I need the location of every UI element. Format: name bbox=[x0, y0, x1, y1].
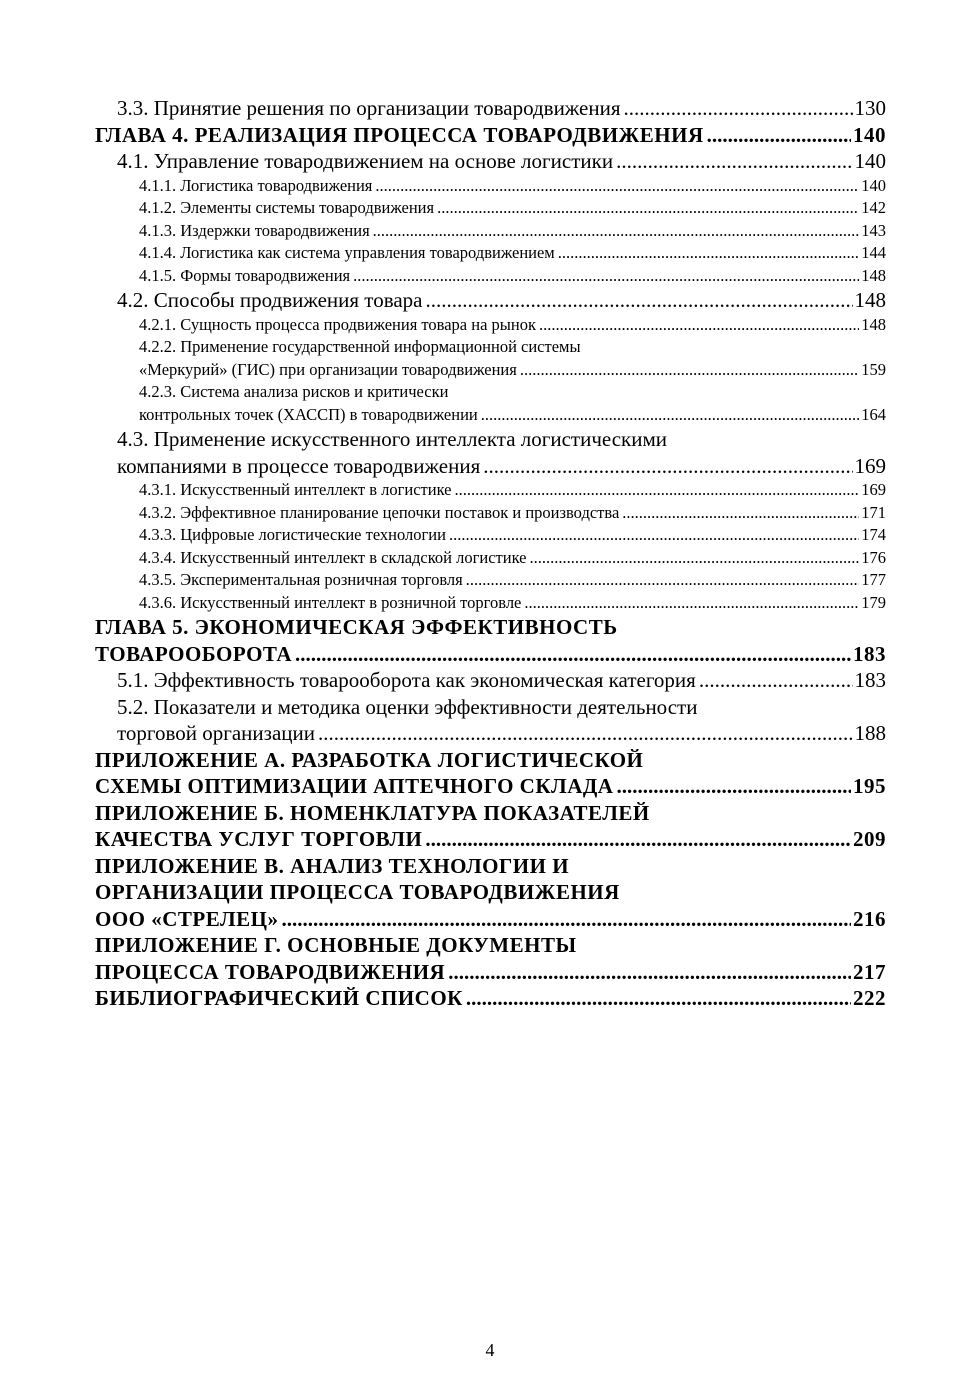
toc-entry-row bbox=[117, 287, 886, 314]
toc-entry bbox=[95, 220, 886, 243]
dot-leader bbox=[353, 265, 859, 288]
toc-entry bbox=[95, 479, 886, 502]
toc-entry-page: 164 bbox=[861, 404, 886, 424]
toc-entry bbox=[95, 95, 886, 122]
toc-entry-title: ТОВАРООБОРОТА bbox=[95, 641, 293, 666]
toc-entry bbox=[95, 569, 886, 592]
toc-entry-page: 183 bbox=[854, 668, 886, 692]
toc-entry-page: 140 bbox=[853, 122, 886, 147]
toc-entry-page: 174 bbox=[861, 525, 886, 544]
toc-entry bbox=[95, 853, 886, 933]
toc-entry-row bbox=[139, 175, 886, 198]
toc-entry-title-line: 4.2.2. Применение государственной информационной системы bbox=[139, 337, 581, 356]
dot-leader bbox=[373, 220, 860, 243]
toc-entry-row bbox=[95, 641, 886, 668]
dot-leader bbox=[524, 592, 859, 615]
toc-entry-title: 5.1. Эффективность товарооборота как экономическая категория bbox=[117, 668, 696, 692]
toc-entry-row bbox=[139, 220, 886, 243]
toc-entry bbox=[95, 547, 886, 570]
toc-entry-title: 4.1.4. Логистика как система управления товародвижением bbox=[139, 243, 555, 262]
toc-entry-page: 222 bbox=[853, 986, 886, 1010]
toc-entry-title: 4.1.2. Элементы системы товародвижения bbox=[139, 198, 435, 217]
toc-entry-title: БИБЛИОГРАФИЧЕСКИЙ СПИСОК bbox=[95, 986, 463, 1010]
toc-entry-page: 216 bbox=[853, 906, 886, 931]
toc-entry-row bbox=[117, 95, 886, 122]
toc-entry-page: 183 bbox=[853, 641, 886, 666]
dot-leader bbox=[466, 985, 851, 1012]
toc-entry-page: 176 bbox=[861, 547, 886, 567]
toc-entry-title: контрольных точек (ХАССП) в товародвижении bbox=[139, 404, 478, 424]
toc-entry-row bbox=[95, 826, 886, 853]
toc-entry-row bbox=[139, 314, 886, 337]
dot-leader bbox=[530, 547, 860, 570]
toc-entry bbox=[95, 148, 886, 175]
toc-entry-row bbox=[117, 453, 886, 480]
toc-entry-row bbox=[139, 359, 886, 382]
toc-entry-page: 209 bbox=[853, 827, 886, 851]
dot-leader bbox=[318, 720, 853, 747]
toc-entry-title: торговой организации bbox=[117, 721, 315, 745]
page-number: 4 bbox=[485, 1340, 495, 1360]
toc-entry-title: 4.2. Способы продвижения товара bbox=[117, 288, 423, 312]
toc-entry-row bbox=[139, 524, 886, 547]
dot-leader bbox=[455, 479, 860, 502]
toc-entry-row bbox=[139, 197, 886, 220]
toc-entry bbox=[95, 592, 886, 615]
dot-leader bbox=[448, 959, 851, 986]
dot-leader bbox=[616, 773, 851, 800]
toc-entry bbox=[95, 314, 886, 337]
dot-leader bbox=[375, 175, 859, 198]
toc-entry-row bbox=[139, 592, 886, 615]
toc-entry-row bbox=[95, 122, 886, 149]
dot-leader bbox=[437, 197, 859, 220]
toc-entry-title-line: ПРИЛОЖЕНИЕ А. РАЗРАБОТКА ЛОГИСТИЧЕСКОЙ bbox=[95, 747, 644, 772]
toc-entry-title-line: ГЛАВА 5. ЭКОНОМИЧЕСКАЯ ЭФФЕКТИВНОСТЬ bbox=[95, 615, 618, 639]
toc-entry bbox=[95, 197, 886, 220]
toc-entry-row bbox=[139, 479, 886, 502]
toc-entry-title-line: ПРИЛОЖЕНИЕ Г. ОСНОВНЫЕ ДОКУМЕНТЫ bbox=[95, 933, 577, 957]
toc-entry-title: «Меркурий» (ГИС) при организации товародвижения bbox=[139, 359, 517, 379]
toc-entry bbox=[95, 242, 886, 265]
toc-entry-title: 4.3.2. Эффективное планирование цепочки поставок и производства bbox=[139, 502, 620, 522]
toc-entry-title: 4.3.1. Искусственный интеллект в логистике bbox=[139, 480, 452, 499]
toc-entry-row bbox=[139, 265, 886, 288]
toc-entry bbox=[95, 747, 886, 800]
toc-entry-page: 148 bbox=[861, 314, 886, 334]
dot-leader bbox=[483, 453, 852, 480]
toc-entry-title: КАЧЕСТВА УСЛУГ ТОРГОВЛИ bbox=[95, 827, 423, 851]
toc-entry-title: ООО «СТРЕЛЕЦ» bbox=[95, 906, 279, 931]
dot-leader bbox=[295, 641, 851, 668]
dot-leader bbox=[481, 404, 860, 427]
toc-entry bbox=[95, 502, 886, 525]
toc-entry-row bbox=[139, 547, 886, 570]
toc-entry-page: 177 bbox=[861, 570, 886, 589]
toc-entry-page: 169 bbox=[861, 480, 886, 499]
toc-entry bbox=[95, 932, 886, 985]
toc-entry-row bbox=[117, 667, 886, 694]
toc-entry bbox=[95, 122, 886, 149]
toc-entry-title-line: 5.2. Показатели и методика оценки эффективности деятельности bbox=[117, 694, 698, 719]
toc-entry bbox=[95, 985, 886, 1012]
toc-entry-row bbox=[95, 773, 886, 800]
dot-leader bbox=[539, 314, 859, 337]
toc-entry-title-line: ПРИЛОЖЕНИЕ Б. НОМЕНКЛАТУРА ПОКАЗАТЕЛЕЙ bbox=[95, 800, 650, 825]
toc-entry-row bbox=[95, 985, 886, 1012]
toc-entry-row bbox=[139, 242, 886, 265]
dot-leader bbox=[707, 122, 851, 149]
toc-entry bbox=[95, 336, 886, 381]
dot-leader bbox=[624, 95, 853, 122]
toc-entry-row bbox=[139, 569, 886, 592]
toc-entry-title: 4.1.3. Издержки товародвижения bbox=[139, 220, 370, 240]
toc-entry bbox=[95, 524, 886, 547]
toc-entry-title: 4.2.1. Сущность процесса продвижения товара на рынок bbox=[139, 314, 536, 334]
toc-entry bbox=[95, 426, 886, 479]
toc-entry-title: ПРОЦЕССА ТОВАРОДВИЖЕНИЯ bbox=[95, 959, 446, 984]
toc-entry-title: 3.3. Принятие решения по организации товародвижения bbox=[117, 96, 621, 120]
toc-entry-row bbox=[139, 404, 886, 427]
table-of-contents bbox=[95, 95, 886, 1012]
toc-entry-title: СХЕМЫ ОПТИМИЗАЦИИ АПТЕЧНОГО СКЛАДА bbox=[95, 774, 614, 798]
toc-entry-title: 4.3.6. Искусственный интеллект в розничной торговле bbox=[139, 592, 522, 612]
toc-entry-page: 171 bbox=[861, 502, 886, 522]
dot-leader bbox=[699, 667, 853, 694]
toc-entry-title: 4.3.3. Цифровые логистические технологии bbox=[139, 525, 446, 544]
toc-entry-title-line: 4.3. Применение искусственного интеллекта логистическими bbox=[117, 427, 668, 451]
toc-entry-title-line: ОРГАНИЗАЦИИ ПРОЦЕССА ТОВАРОДВИЖЕНИЯ bbox=[95, 880, 620, 904]
toc-entry-title-line: 4.2.3. Система анализа рисков и критически bbox=[139, 382, 449, 401]
toc-entry-row bbox=[117, 148, 886, 175]
dot-leader bbox=[281, 906, 851, 933]
toc-entry bbox=[95, 175, 886, 198]
toc-entry-title-line: ПРИЛОЖЕНИЕ В. АНАЛИЗ ТЕХНОЛОГИИ И bbox=[95, 853, 570, 878]
dot-leader bbox=[466, 569, 860, 592]
toc-entry-page: 188 bbox=[854, 721, 886, 745]
dot-leader bbox=[520, 359, 859, 382]
toc-entry bbox=[95, 381, 886, 426]
toc-entry bbox=[95, 614, 886, 667]
dot-leader bbox=[558, 242, 860, 265]
toc-entry-page: 140 bbox=[861, 175, 886, 195]
toc-entry-page: 195 bbox=[853, 774, 886, 798]
toc-entry-title: 4.1.1. Логистика товародвижения bbox=[139, 175, 373, 195]
toc-entry-page: 144 bbox=[861, 243, 886, 262]
toc-entry-page: 130 bbox=[854, 96, 886, 120]
toc-entry bbox=[95, 694, 886, 747]
toc-entry-title: 4.1.5. Формы товародвижения bbox=[139, 265, 351, 285]
toc-entry-row bbox=[139, 502, 886, 525]
toc-entry-title: компаниями в процессе товародвижения bbox=[117, 453, 481, 478]
toc-entry-page: 148 bbox=[861, 265, 886, 285]
dot-leader bbox=[616, 148, 852, 175]
toc-entry-title: 4.3.5. Экспериментальная розничная торговля bbox=[139, 570, 463, 589]
toc-entry-row bbox=[117, 720, 886, 747]
toc-entry-page: 217 bbox=[853, 959, 886, 984]
toc-entry-title: ГЛАВА 4. РЕАЛИЗАЦИЯ ПРОЦЕССА ТОВАРОДВИЖЕНИЯ bbox=[95, 122, 704, 147]
toc-entry-title: 4.1. Управление товародвижением на основе логистики bbox=[117, 149, 614, 173]
toc-entry-page: 140 bbox=[854, 149, 886, 173]
toc-entry bbox=[95, 800, 886, 853]
toc-entry bbox=[95, 667, 886, 694]
toc-entry bbox=[95, 287, 886, 314]
toc-entry-title: 4.3.4. Искусственный интеллект в складской логистике bbox=[139, 547, 527, 567]
toc-entry-page: 143 bbox=[861, 220, 886, 240]
toc-entry-row bbox=[95, 906, 886, 933]
toc-entry-row bbox=[95, 959, 886, 986]
dot-leader bbox=[449, 524, 859, 547]
toc-entry-page: 179 bbox=[861, 592, 886, 612]
dot-leader bbox=[425, 826, 851, 853]
dot-leader bbox=[622, 502, 859, 525]
toc-entry-page: 148 bbox=[854, 288, 886, 312]
toc-entry-page: 169 bbox=[854, 453, 886, 478]
toc-entry bbox=[95, 265, 886, 288]
toc-entry-page: 142 bbox=[861, 198, 886, 217]
dot-leader bbox=[425, 287, 852, 314]
toc-entry-page: 159 bbox=[861, 359, 886, 379]
